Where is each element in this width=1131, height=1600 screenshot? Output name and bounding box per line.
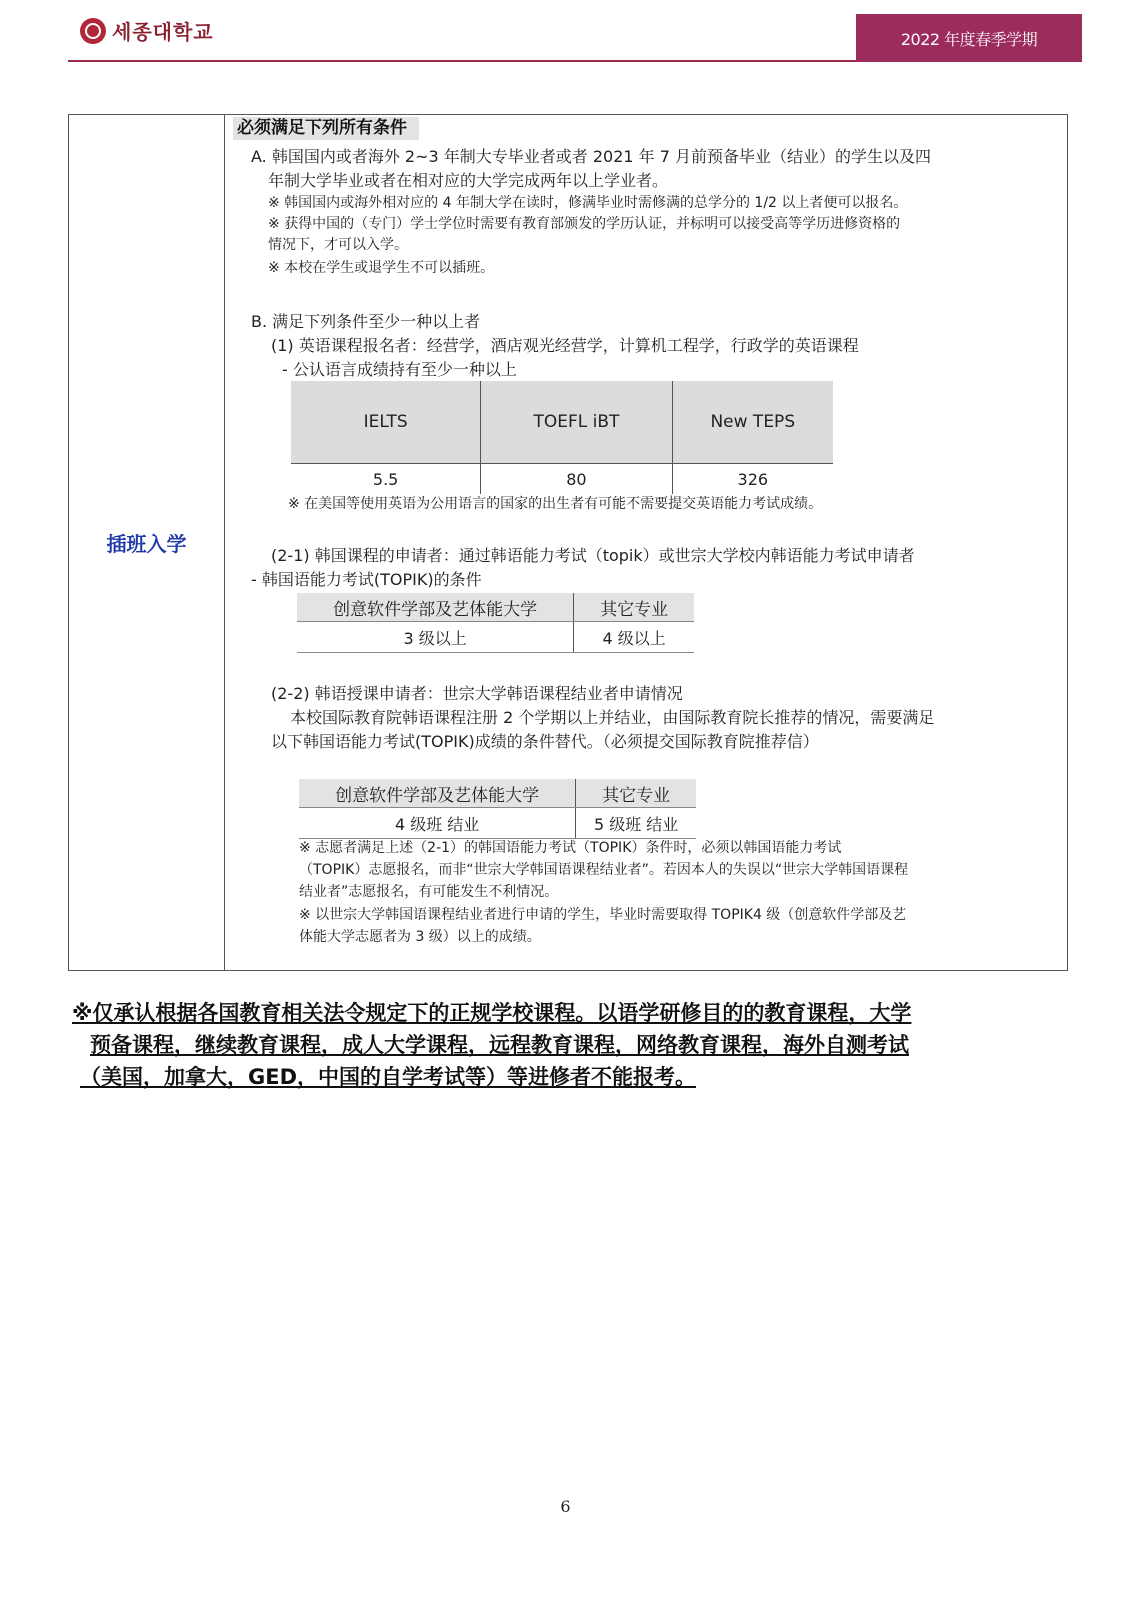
condition-b-title: B. 满足下列条件至少一种以上者 — [251, 312, 481, 331]
condition-b21-sub: - 韩国语能力考试(TOPIK)的条件 — [251, 570, 482, 589]
topik-value-other: 4 级以上 — [574, 622, 694, 653]
admission-table — [68, 114, 1068, 971]
condition-b21: (2-1) 韩国课程的申请者：通过韩语能力考试（topik）或世宗大学校内韩语能力考试申请者 — [271, 546, 915, 565]
note-1: ※ 韩国国内或海外相对应的 4 年制大学在读时，修满毕业时需修满的总学分的 1/2 以上者便可以报名。 — [268, 195, 908, 211]
university-logo — [80, 16, 214, 45]
course-value-creative: 4 级班 结业 — [299, 808, 576, 839]
topik-value-creative: 3 级以上 — [297, 622, 574, 653]
course-value-other: 5 级班 结业 — [576, 808, 696, 839]
term-badge: 2022 年度春季学期 — [856, 14, 1082, 62]
conditions-cell — [226, 115, 1067, 970]
condition-a-line1: A. 韩国国内或者海外 2~3 年制大专毕业者或者 2021 年 7 月前预备毕业（结业）的学生以及四 — [251, 147, 932, 166]
category-label: 插班入学 — [106, 532, 187, 556]
condition-b22: (2-2) 韩语授课申请者：世宗大学韩语课程结业者申请情况 — [271, 684, 683, 703]
course-header-other: 其它专业 — [576, 779, 696, 808]
logo-text: 세종대학교 — [112, 20, 214, 44]
note-2-line2: 情况下，才可以入学。 — [268, 237, 408, 253]
english-value-teps: 326 — [737, 469, 769, 489]
note-4-line3: 结业者”志愿报名，有可能发生不利情况。 — [299, 884, 559, 900]
topik-header-creative: 创意软件学部及艺体能大学 — [297, 593, 574, 622]
header-divider — [68, 60, 856, 62]
english-table-value-row — [291, 464, 833, 495]
english-score-table — [291, 381, 833, 494]
note-5-line1: ※ 以世宗大学韩国语课程结业者进行申请的学生，毕业时需要取得 TOPIK4 级（创意软件学部及艺 — [299, 907, 907, 923]
english-header-ielts: IELTS — [291, 381, 481, 464]
english-header-teps: New TEPS — [672, 381, 833, 464]
topik-requirement-table — [297, 593, 694, 653]
topik-header-other: 其它专业 — [574, 593, 694, 622]
english-note: ※ 在美国等使用英语为公用语言的国家的出生者有可能不需要提交英语能力考试成绩。 — [288, 496, 823, 512]
note-4-line1: ※ 志愿者满足上述（2-1）的韩国语能力考试（TOPIK）条件时，必须以韩国语能力考试 — [299, 840, 842, 856]
english-value-toefl: 80 — [481, 464, 672, 495]
footer-note-line2: 预备课程，继续教育课程，成人大学课程，远程教育课程，网络教育课程，海外自测考试 — [90, 1033, 909, 1057]
note-2-line1: ※ 获得中国的（专门）学士学位时需要有教育部颁发的学历认证，并标明可以接受高等学历进修资格的 — [268, 216, 901, 232]
page-number: 6 — [560, 1497, 571, 1516]
note-4-line2: （TOPIK）志愿报名，而非“世宗大学韩国语课程结业者”。若因本人的失误以“世宗大学韩国语课程 — [299, 862, 909, 878]
footer-note-line3: （美国，加拿大，GED，中国的自学考试等）等进修者不能报考。 — [80, 1065, 697, 1089]
note-5-line2: 体能大学志愿者为 3 级）以上的成绩。 — [299, 929, 541, 945]
course-table-header-row — [299, 779, 696, 808]
condition-a-line2: 年制大学毕业或者在相对应的大学完成两年以上学业者。 — [268, 171, 669, 190]
footer-note-line1: ※仅承认根据各国教育相关法令规定下的正规学校课程。以语学研修目的的教育课程，大学 — [72, 1001, 912, 1025]
university-seal-icon — [80, 18, 106, 44]
course-header-creative: 创意软件学部及艺体能大学 — [299, 779, 576, 808]
condition-b1-sub: - 公认语言成绩持有至少一种以上 — [282, 360, 517, 379]
english-value-ielts: 5.5 — [291, 464, 481, 495]
condition-b22-line1: 本校国际教育院韩语课程注册 2 个学期以上并结业，由国际教育院长推荐的情况，需要满足 — [290, 708, 935, 727]
condition-b1: (1) 英语课程报名者：经营学，酒店观光经营学，计算机工程学，行政学的英语课程 — [271, 336, 859, 355]
footer-note — [72, 997, 1072, 1093]
course-completion-table — [299, 779, 696, 839]
course-table-value-row — [299, 808, 696, 839]
condition-b22-line2: 以下韩国语能力考试(TOPIK)成绩的条件替代。（必须提交国际教育院推荐信） — [271, 732, 819, 751]
page-header — [0, 0, 1131, 70]
conditions-title: 必须满足下列所有条件 — [233, 117, 419, 140]
topik-table-header-row — [297, 593, 694, 622]
note-3: ※ 本校在学生或退学生不可以插班。 — [268, 260, 495, 276]
english-table-header-row — [291, 381, 833, 464]
topik-table-value-row — [297, 622, 694, 653]
category-cell — [69, 115, 225, 970]
english-header-toefl: TOEFL iBT — [481, 381, 672, 464]
